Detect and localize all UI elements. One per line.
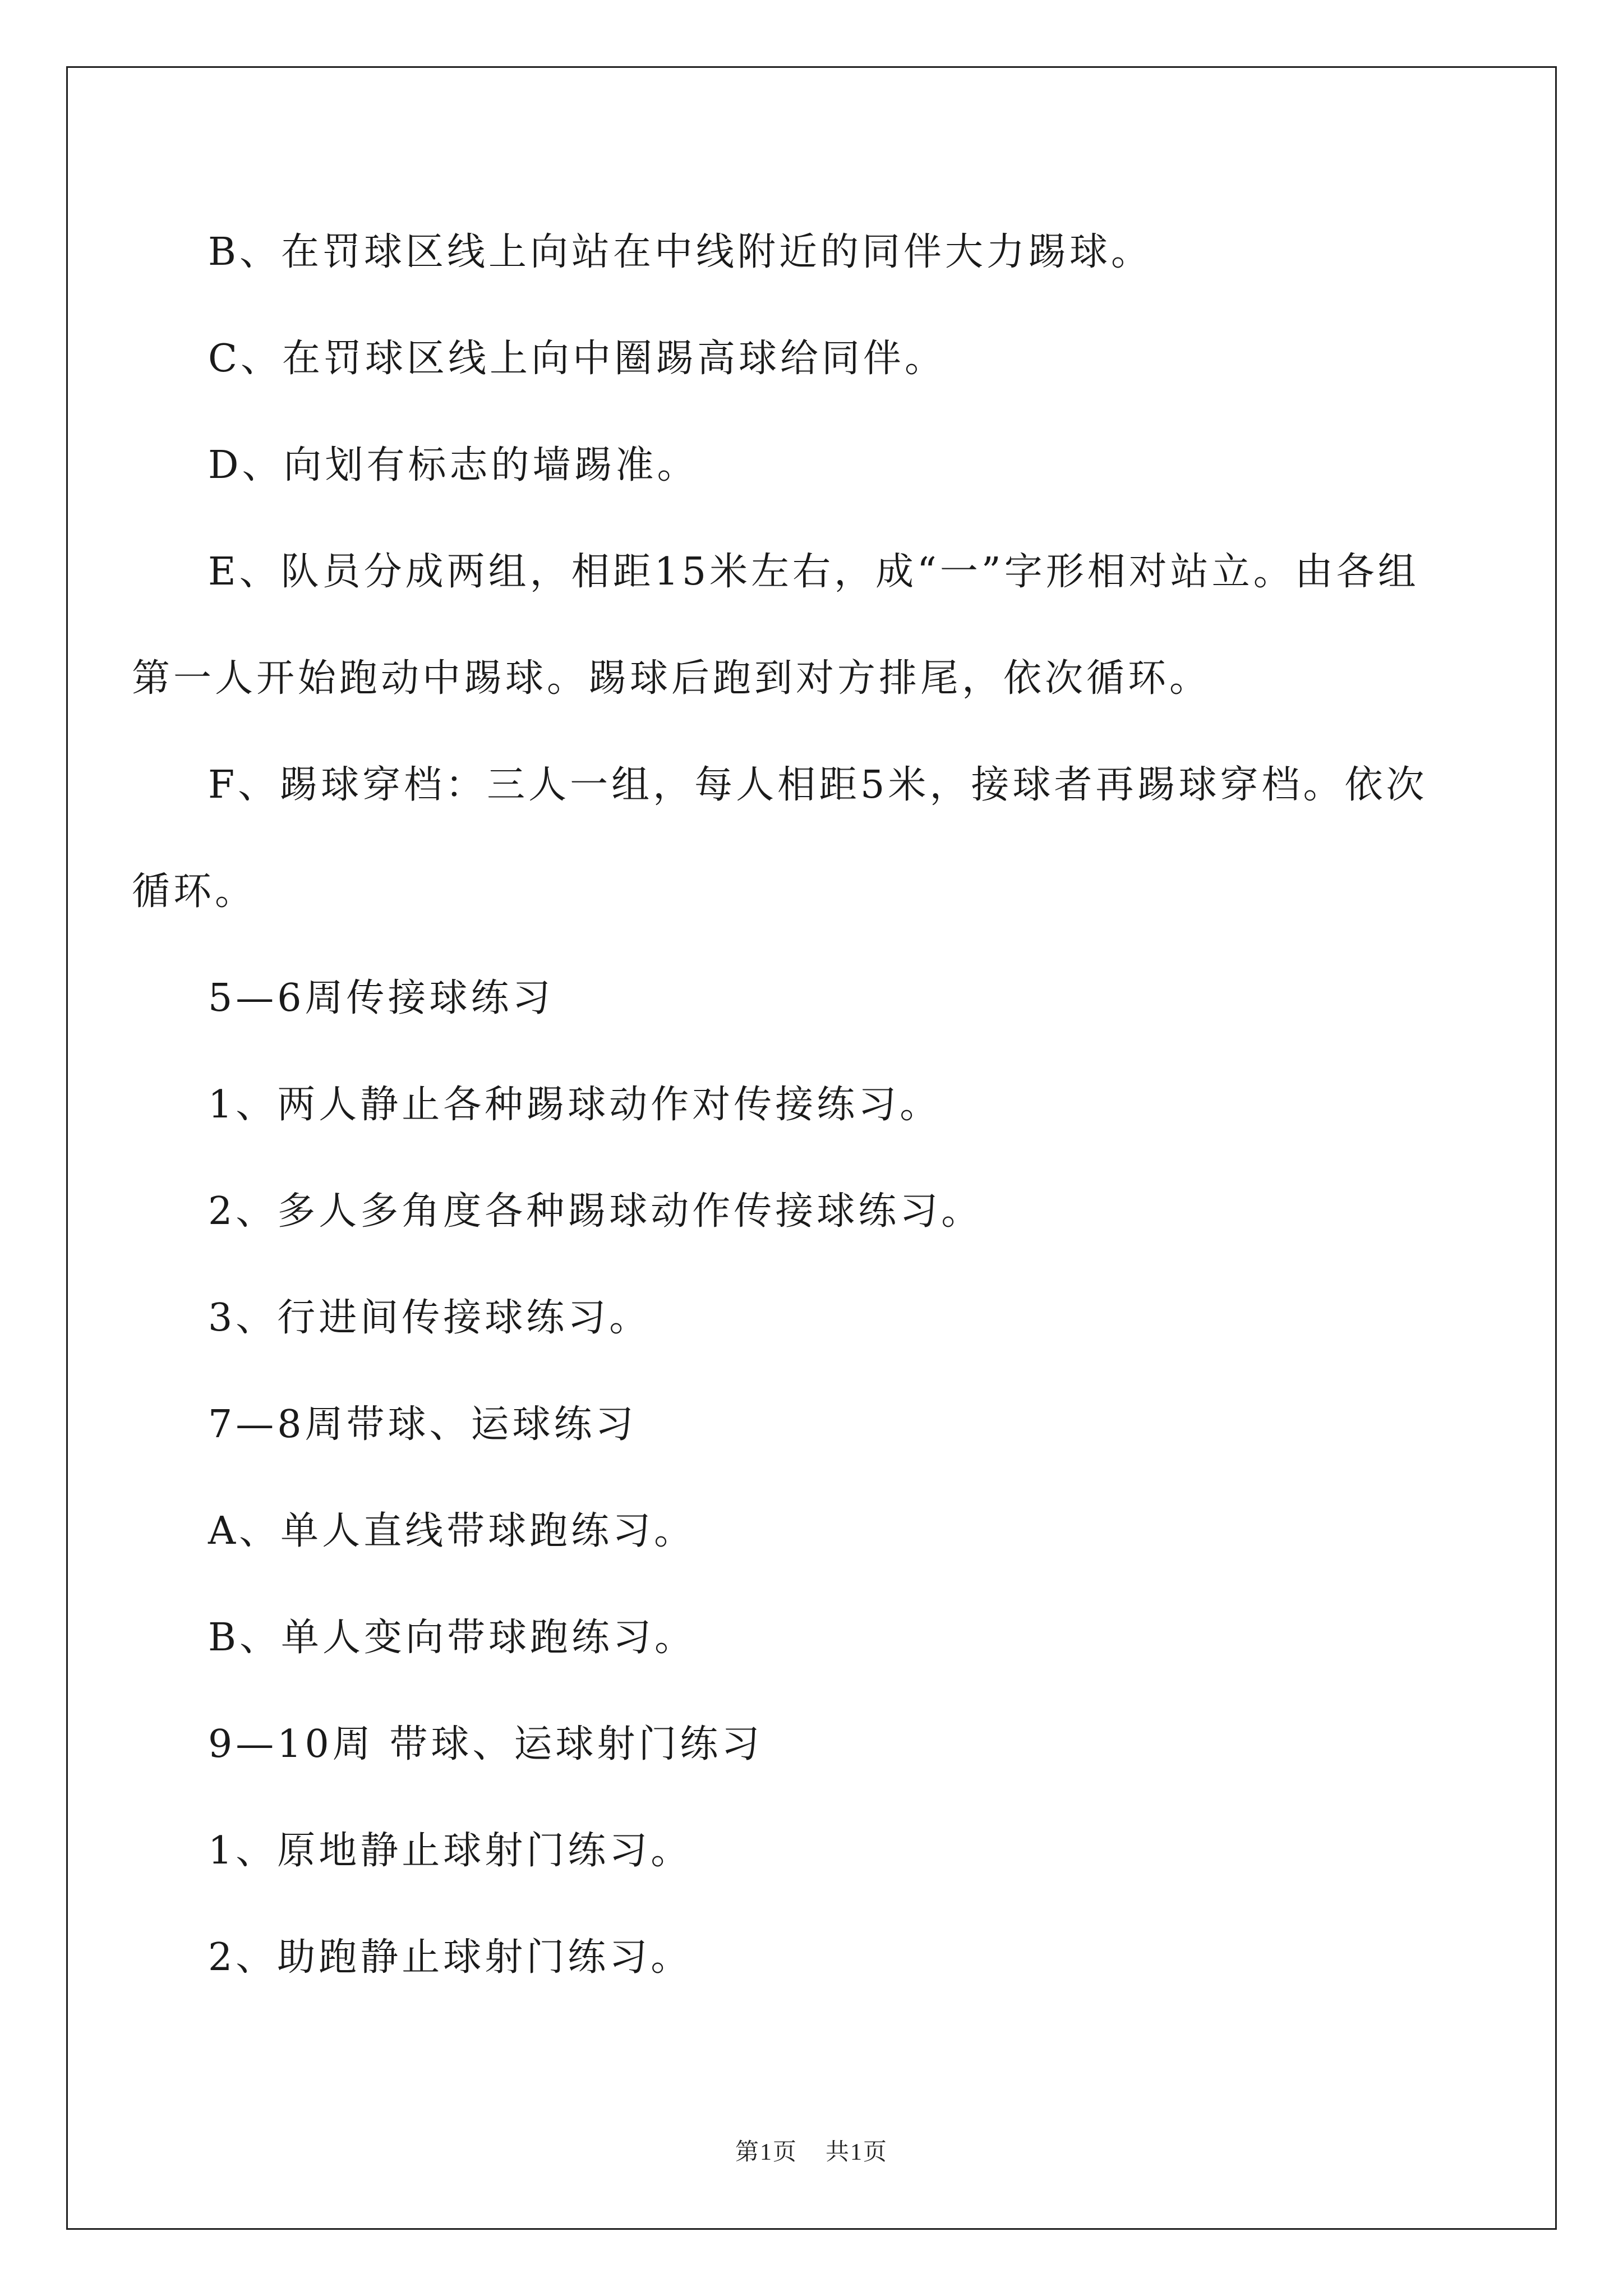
paragraph-f-kick: F、踢球穿档：三人一组，每人相距5米，接球者再踢球穿档。依次循环。 xyxy=(132,763,1428,914)
paragraph-dribble-a: A、单人直线带球跑练习。 xyxy=(208,1509,696,1553)
paragraph-c-kick: C、在罚球区线上向中圈踢高球给同伴。 xyxy=(208,337,947,381)
page-number-current: 第1页 xyxy=(735,2139,797,2165)
paragraph-e-kick: E、队员分成两组，相距15米左右，成“一”字形相对站立。由各组第一人开始跑动中踢球。踢球后跑到对方排尾，依次循环。 xyxy=(132,550,1419,701)
paragraph-pass-3: 3、行进间传接球练习。 xyxy=(208,1296,651,1340)
section-heading-weeks-9-10: 9—10周 带球、运球射门练习 xyxy=(208,1722,763,1766)
paragraph-dribble-b: B、单人变向带球跑练习。 xyxy=(208,1616,696,1660)
paragraph-b-kick: B、在罚球区线上向站在中线附近的同伴大力踢球。 xyxy=(208,230,1152,274)
paragraph-shoot-2: 2、助跑静止球射门练习。 xyxy=(208,1935,693,1980)
page-number-total: 共1页 xyxy=(826,2139,888,2165)
paragraph-d-kick: D、向划有标志的墙踢准。 xyxy=(208,443,699,487)
section-heading-weeks-7-8: 7—8周带球、运球练习 xyxy=(208,1402,637,1447)
paragraph-pass-1: 1、两人静止各种踢球动作对传接练习。 xyxy=(208,1083,942,1127)
paragraph-pass-2: 2、多人多角度各种踢球动作传接球练习。 xyxy=(208,1189,983,1234)
page-footer xyxy=(0,2133,1623,2167)
paragraph-shoot-1: 1、原地静止球射门练习。 xyxy=(208,1829,693,1873)
section-heading-weeks-5-6: 5—6周传接球练习 xyxy=(208,976,554,1020)
